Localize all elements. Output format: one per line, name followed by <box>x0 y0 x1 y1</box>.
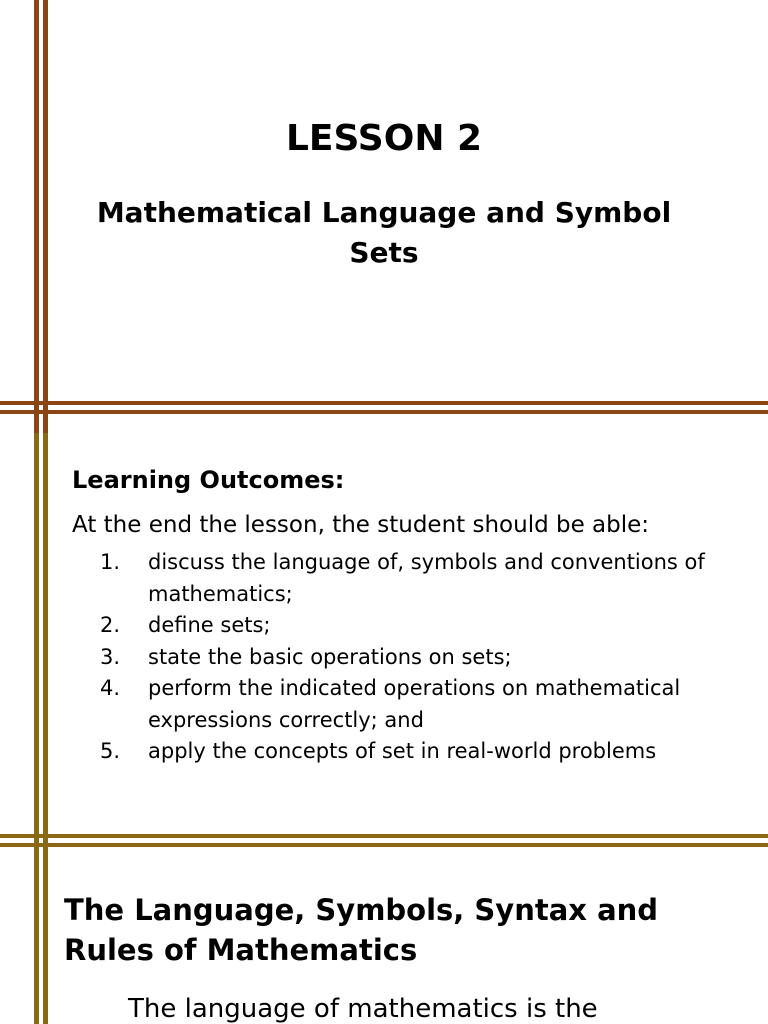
section-heading: The Language, Symbols, Syntax and Rules of Mathematics <box>64 893 659 967</box>
slide-language-of-mathematics <box>0 866 768 1024</box>
list-item-number: 5. <box>100 739 121 763</box>
frame-horizontal-line <box>0 843 768 847</box>
lesson-subtitle: Mathematical Language and Symbol Sets <box>96 196 672 269</box>
list-item-text: state the basic operations on sets; <box>148 644 512 669</box>
list-item-number: 1. <box>100 550 121 574</box>
list-item-text: perform the indicated operations on mathematical expressions correctly; and <box>148 676 681 732</box>
learning-outcomes-intro: At the end the lesson, the student should be able: <box>72 512 650 538</box>
lesson-title: LESSON 2 <box>285 118 483 159</box>
list-item-text: define sets; <box>148 613 271 637</box>
learning-outcomes-heading: Learning Outcomes: <box>72 466 345 494</box>
section-body-text: The language of mathematics is the <box>128 994 598 1024</box>
list-item <box>100 642 740 674</box>
frame-horizontal-line <box>0 410 768 414</box>
frame-vertical-line <box>34 866 39 1024</box>
learning-outcomes-list <box>100 547 740 768</box>
frame-vertical-line <box>34 433 39 866</box>
list-item-number: 3. <box>100 644 121 669</box>
list-item <box>100 547 740 610</box>
list-item-text: apply the concepts of set in real-world problems <box>148 739 657 763</box>
list-item <box>100 673 740 736</box>
frame-horizontal-line <box>0 401 768 405</box>
list-item <box>100 610 740 642</box>
frame-vertical-line <box>34 0 39 433</box>
list-item-number: 4. <box>100 676 121 700</box>
slide-title <box>0 0 768 433</box>
frame-horizontal-line <box>0 834 768 838</box>
list-item <box>100 736 740 768</box>
list-item-text: discuss the language of, symbols and conventions of mathematics; <box>148 550 705 606</box>
frame-vertical-line <box>43 0 48 433</box>
frame-vertical-line <box>43 433 48 866</box>
frame-vertical-line <box>43 866 48 1024</box>
list-item-number: 2. <box>100 613 121 637</box>
slide-learning-outcomes <box>0 433 768 866</box>
